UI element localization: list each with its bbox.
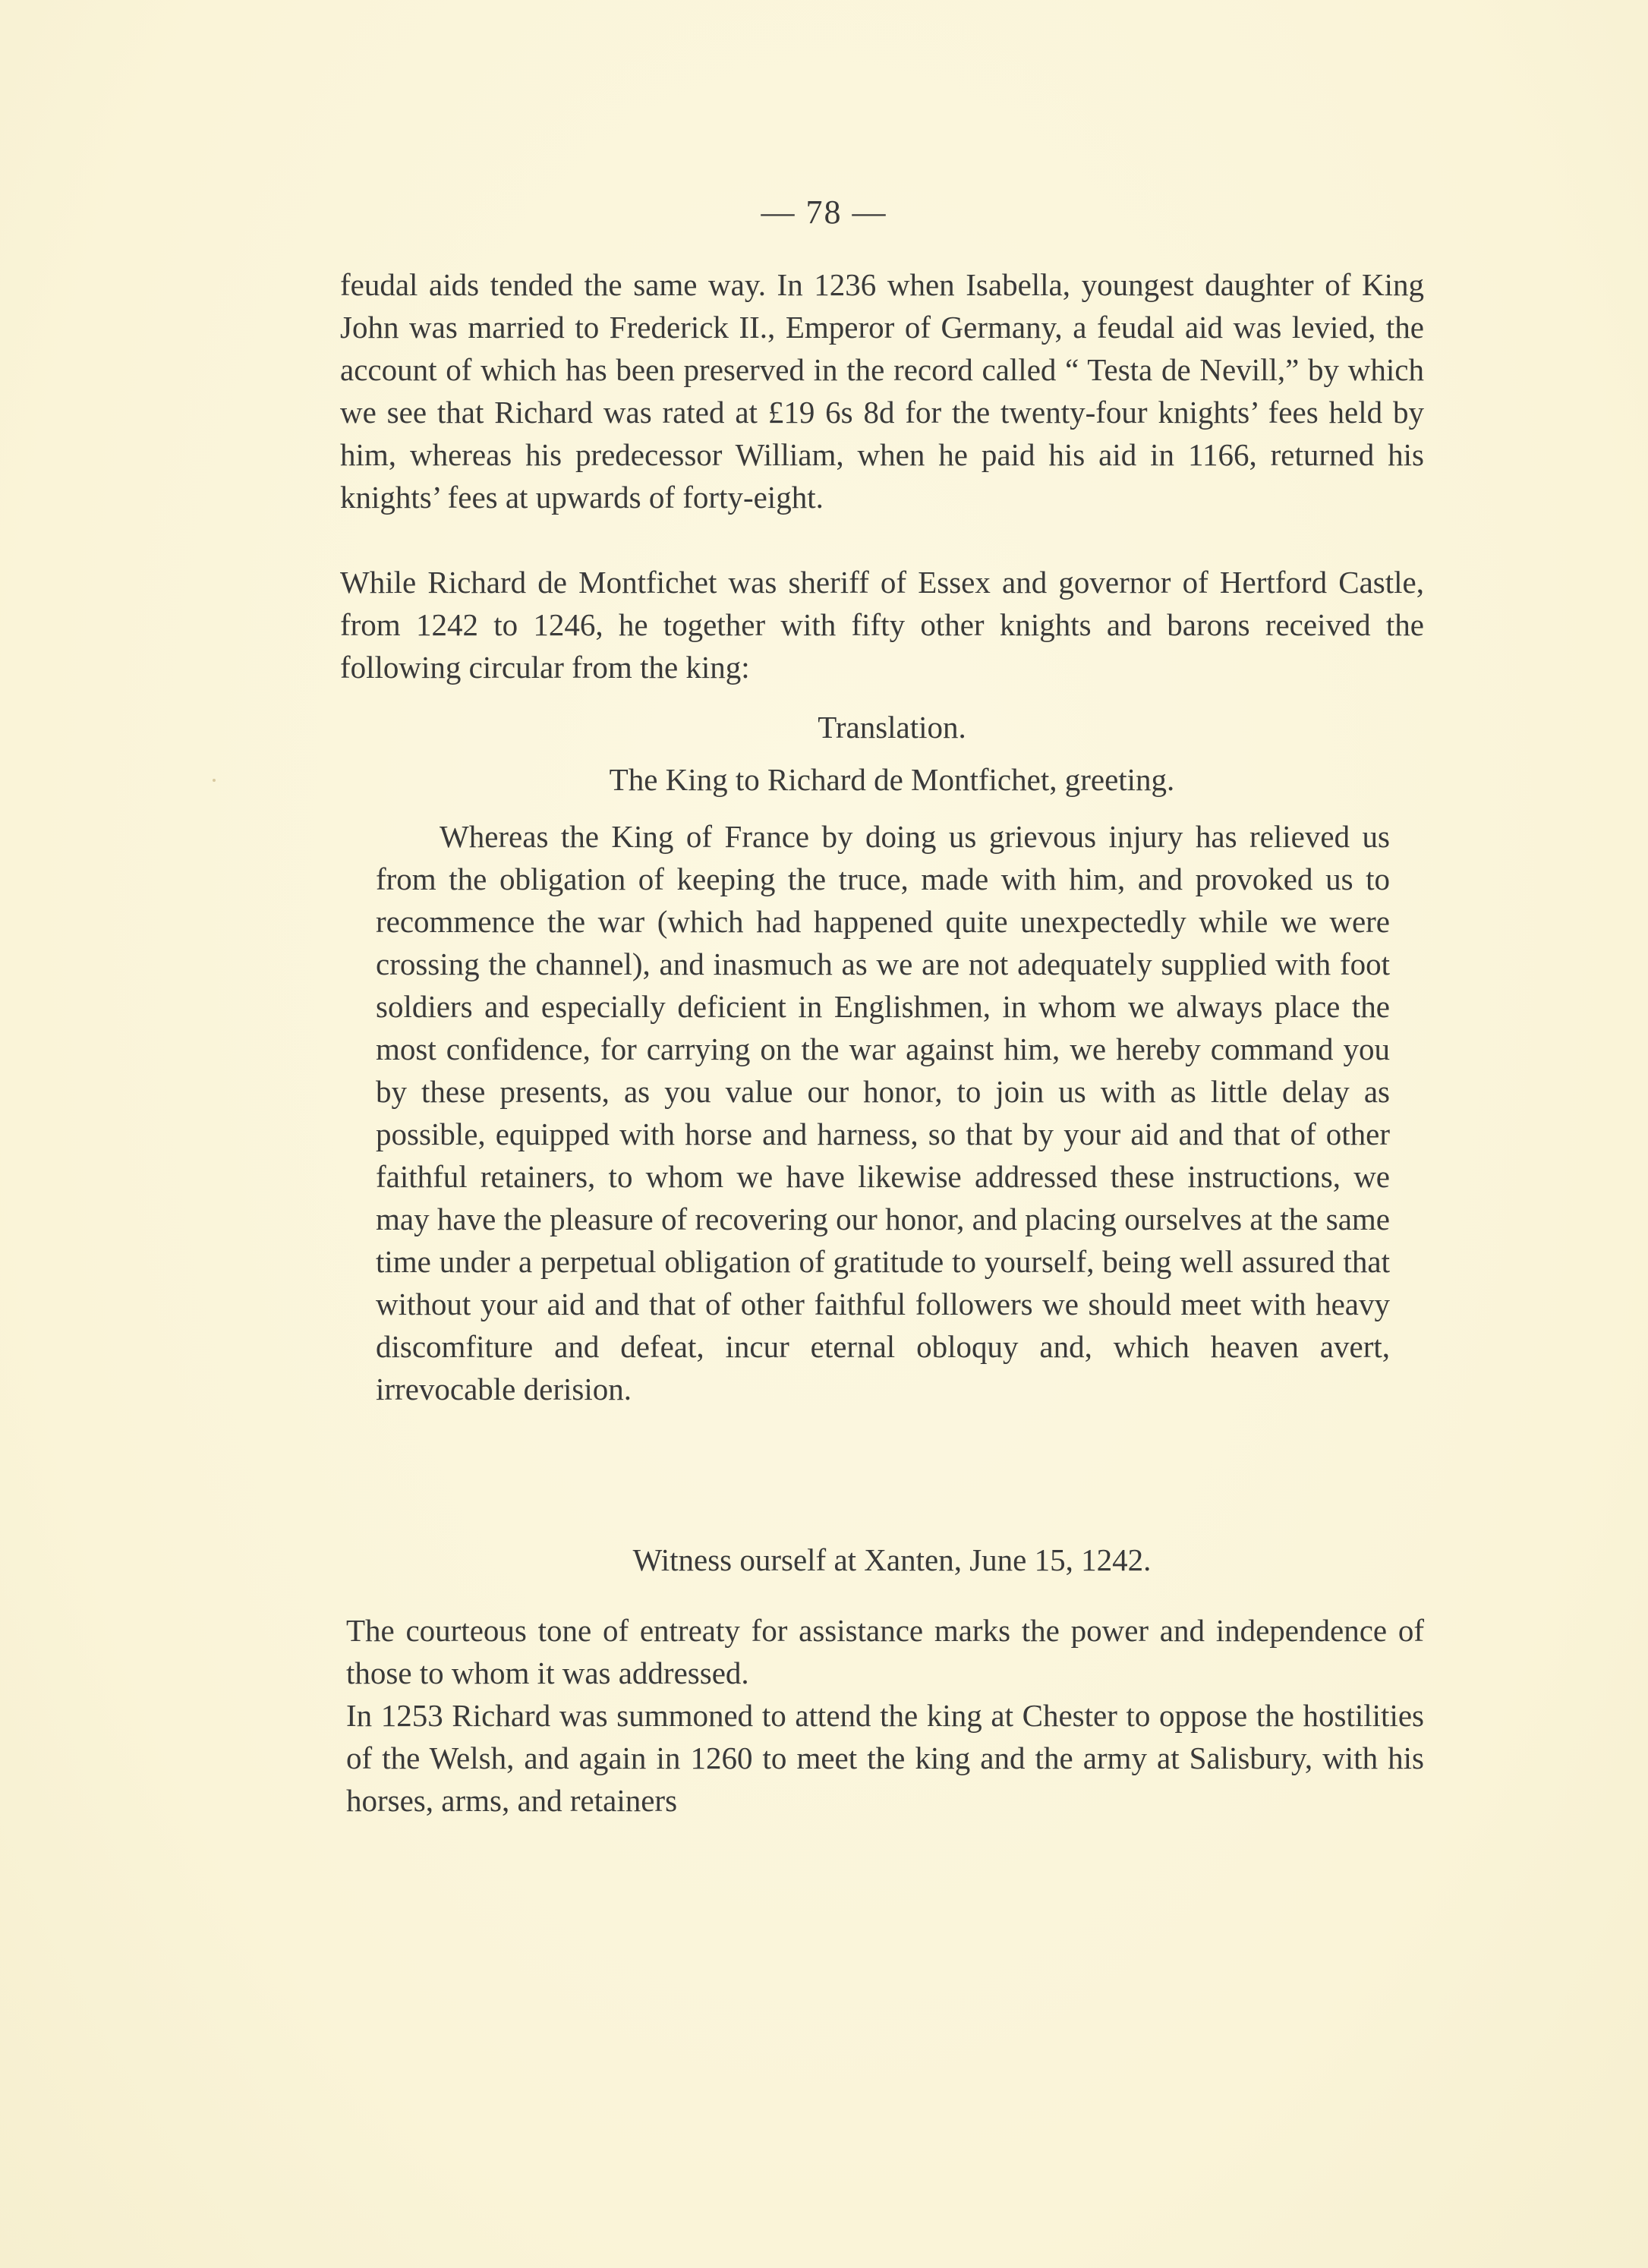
witness-line: Witness ourself at Xanten, June 15, 1242. [632,1542,1152,1577]
letter-body-text: Whereas the King of France by doing us grievous injury has relieved us from the obligation of keeping the truce, made with him, and provoked us to recommence the war (which had happened quite unexpectedly while we were crossing the channel), and inasmuch as we are not adequately supplied with foot soldiers and especially deficient in Englishmen, in whom we always place the most confidence, for carrying on the war against him, we hereby command you by these presents, as you value our honor, to join us with as little delay as possible, equipped with horse and harness, so that by your aid and that of other faithful retainers, to whom we have likewise addressed these instructions, we may have the pleasure of recovering our honor, and placing ourselves at the same time under a perpetual obligation of gratitude to yourself, being well assured that without your aid and that of other faithful followers we should meet with heavy discomfiture and defeat, incur eternal obloquy and, which heaven avert, irrevocable derision. [376,819,1390,1406]
paragraph-1-text: feudal aids tended the same way. In 1236 when Isabella, youngest daughter of King John was married to Frederick II., Emperor of Germany, a feudal aid was levied, the account of which has been preserved in the record called “ Testa de Nevill,” by which we see that Richard was rated at £19 6s 8d for the twenty-four knights’ fees held by him, whereas his predecessor William, when he paid his aid in 1166, returned his knights’ fees at upwards of forty-eight. [340,267,1424,515]
paragraph-3-text: The courteous tone of entreaty for assistance marks the power and independence of those to whom it was addressed. [346,1613,1424,1690]
paragraph-2-text: While Richard de Montfichet was sheriff of Essex and governor of Hertford Castle, from 1242 to 1246, he together with fifty other knights and barons received the following circular from the king: [340,565,1424,685]
paragraph-4 [346,1694,1424,1822]
paragraph-4-text: In 1253 Richard was summoned to attend the king at Chester to oppose the hostilities of the Welsh, and again in 1260 to meet the king and the army at Salisbury, with his horses, arms, and retainers [346,1698,1424,1818]
translation-heading: Translation. [818,710,966,745]
paper-speck [213,779,216,782]
letter-body [376,815,1390,1410]
paragraph-3 [346,1609,1424,1694]
paragraph-2 [340,561,1424,688]
paragraph-1 [340,263,1424,518]
page-number: — 78 — [761,194,887,231]
salutation: The King to Richard de Montfichet, greeting. [609,762,1175,797]
